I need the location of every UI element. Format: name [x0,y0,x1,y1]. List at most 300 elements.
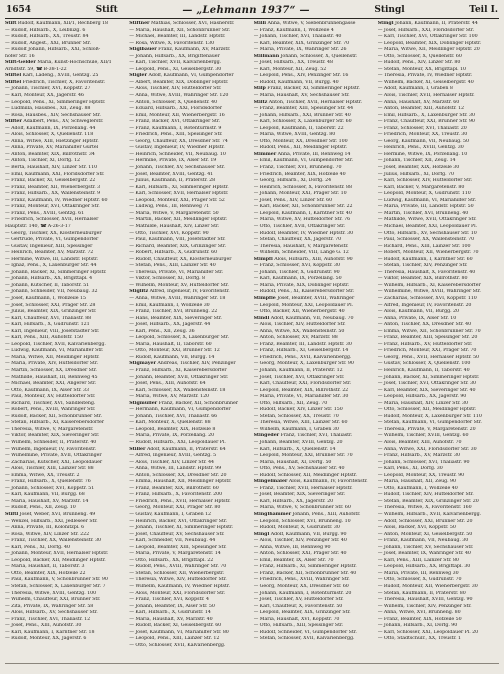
entry-details: — Franz, Kaufmann, I, Rotenturmstr. 9 [129,125,222,131]
entry-details: — Mathilde, Witwe, XVII, Ottakringer Str. [377,217,477,223]
entry-details: — Johann, Monteur, XXI, Prager Str. 10 [253,191,347,197]
entry-details: — Otto, Schlosser, X, Quellenstr. 60 [377,53,462,59]
entry-details: Alois, Hilfsarb., XIII, Auhofstr. 90 [274,256,353,262]
entry-details: — Friedrich, Pens., XVII, Kalvarienbergg. [253,354,352,360]
entry-details: — Gustav, Ingenieur, IV, Wiedner Hptstr. [129,145,225,151]
entry-details: — Gertrude, Private, VI, Gumpendorfer [5,237,99,243]
entry-details: — Rudolf Johann, Hilfsarb., XXI, Schloß- [5,47,101,53]
entry-details: — Karl, Beamter, XIX, Grinzinger Str. 70 [253,40,350,46]
entry-details: — Maria, Private, IX, Währinger Str. 26 [253,47,347,53]
entry-details: — Franz, Beamter, XIII, Speisinger Str. 44 [253,106,354,112]
entry-details: — Otto, Schlosser, X, Gudrunstr. 70 [377,577,462,583]
entry-details: Adolf, Kaufmann, VII, Burgg. 90 [270,531,347,537]
entry-details: — Rudolf, Monteur, X, Gudrunstr. 30 [253,525,340,531]
entry-details: — Johann, Schlosser, XVI, Koppstr. 51 [5,485,95,491]
entry-details: — Josef, Hilfsarb., XX, Treustr. 48 [253,60,333,66]
surname: Stingl [253,531,270,537]
entry-details: — Robert, Pens., XVIII, Währinger Str. [5,407,96,413]
entry-details: — Josef, Beamter, IX, Währinger Str. 40 [377,551,471,557]
entry-details: — Karl, Hilfsarb., XX, Jägerstr. 20 [253,498,334,504]
entry-details: — Albert, Beamter, XIX, Döblinger Hptstr. [129,79,229,85]
entry-details: — Karl, Schlosser, XIV, Hütteldorfer Str. [377,178,473,184]
entry-details: — Franz, Beamter, XIX, Hofzeile 50 [377,616,462,622]
entry-details: — Gustav, Kaufmann, I, Graben 12 [129,512,212,518]
entry-details: — Karl, Monteur, XX, Jägerstr. 46 [5,93,84,99]
entry-details: — Otto, Bäcker, XII, Wienerbergstr. 40 [253,309,345,315]
entry-details: Adolf, Kaufmann, II, Praterstr. 64 [146,446,226,452]
entry-details: — Leopold, Bäcker, XII, Meidlinger Hptstr. [5,557,106,563]
entry-details: — Maria, Haushalt, XV, Märzstr. 14 [5,498,89,504]
entry-details: — Emil, Monteur, XII, Wienerbergstr. 16 [129,112,225,118]
surname: Stinglhammer [253,512,292,518]
entry-details: — Alois, Beamter, XIII, Auhofstr. 70 [377,440,462,445]
entry-details: — Wilhelm, Monteur, XV, Hütteldorfer Str. [129,282,229,288]
entry-details: — Franz, Beamter, XIX, Billrothstr. 60 [129,485,219,491]
entry-details: — Adolf, Kaufmann, IX, Porzellang. 44 [5,125,96,131]
header-right-word: Stingl [374,5,405,15]
entry-details: — Rudolf, Kaufmann, I, Kärntner Str. 60 [377,256,473,262]
entry-details: — Theresia, Witwe, XIV, Hütteldorfer Str. [129,577,227,583]
entry-details: Anna, Witwe, V, Siebenbrunnengasse [267,21,356,26]
page-number: 1654 [6,5,32,15]
entry-details: Hauptstr. 140, ☎ A-26-3-17 [5,223,71,229]
entry-details: — Friedrich, Monteur, XXI, Prager Str. 70 [377,348,477,354]
entry-details: — Maria, Haushalt, XIV, Linzer Str. 30 [377,400,468,406]
entry-details: — Maria, Private, XIX, Döblinger Hptstr. [253,282,350,288]
entry-details: — Anna, Private, XV, Mariahilfer Gürtel [5,145,99,151]
entry-details: — Paul, Schlosser, XX, Wallensteinstr. 70 [377,237,475,243]
entry-details: — Maria, Witwe, V, Schönbrunner Str. 60 [253,505,351,511]
entry-details: — Karl, Kaufmann, IX, Porzellang. 50 [253,276,342,282]
entry-details: — Leopold, Pens., XIV, Penzinger Str. 16 [253,73,349,79]
entry-details: — Franz, Hilfsarb., X, Favoritenstr. 200 [129,492,223,498]
surname: Stiftel [5,79,22,85]
entry-details: — Johann, Tischler, XII, Zeug. 14 [377,158,456,164]
entry-details: — Martin, Bäcker, XII, Meidlinger Hptstr. [129,217,228,223]
entry-details: — Friedrich, Pens., XIII, Speisinger Str. [129,132,223,138]
entry-details: — Wilhelm, Kaufmann, IV, Wiedner Hptstr. [129,584,230,590]
entry-details: — Franz, Schlosser, XVI, Thaliastr. 20 [377,125,467,131]
entry-details: — Karl, Beamter, XIX, Sieveringer Str. 40 [377,387,476,393]
entry-details: — Anton, Schlosser, XXI, Prager Str. 40 [253,551,347,557]
entry-details: — Otto, Hilfsarb., XII, Zeug. 70 [253,400,328,406]
column-4 [378,21,499,661]
entry-details: — Franz, Tischler, XVI, Koppstr. 4 [129,597,209,603]
entry-details: — Karl, Hilfsarb., XI, Simmeringer Hptstr. [129,184,229,190]
entry-details: — Alois, Tischler, XIV, Hütteldorfer Str. [253,322,346,328]
entry-details: — Rudolf, Hilfsarb., XX, Treustr. 84 [5,34,89,40]
entry-details: — Georg, Monteur, XX, Dresdner Str. 60 [253,584,349,590]
entry-details: — Karl, Hilfsarb., X, Quellenstr. 14 [253,446,336,452]
entry-details: — Karl, Schlosser, XVII, Hernalser Hptstr. [129,191,229,197]
entry-details: Johann, Schlosser, X, Quellenstr. [280,53,358,59]
entry-details: — Maria, Private, III, Landstr. Hptstr. 50 [377,204,474,210]
entry-details: — Leopold, Hilfsarb., XX, Brigittapl. 30 [377,564,471,570]
entry-details: — Wilhelm, Ingenieur, IV, Favoritenstr. [5,446,97,452]
entry-details: Adalbert, Pens., XV, Schweglerstr. [23,119,104,125]
entry-details: — Otto, Kaufmann, I, Wollzeile 40 [377,485,458,491]
entry-details: — Franz, Beamter, XII, Wienerbergstr. 3 [5,184,101,190]
entry-details: — Anton, Beamter, XIX, Billrothstr. 34 [5,151,95,157]
entry-details: Alfred, Ingenieur, IV, Favoritenstr. [149,289,230,295]
entry-details: — Otto, Kaufmann, IX, Alser Str. 33 [5,387,90,393]
entry-details: — Josef, Kaufmann, VI, Mariahilfer Str. 80 [129,629,229,635]
entry-details: — Franz, Pens., XVIII, Gentzg. 61 [5,210,85,216]
surname: Stiller [129,446,146,452]
entry-details: — Johann, Beamter, IX, Alser Str. 50 [129,603,215,609]
entry-details: — Heinrich, Bäcker, XVI, Ottakringer Str. [129,518,227,524]
entry-details: — Julius, Kaufmann, II, Praterstr. 28 [129,178,216,184]
entry-details: — Karl, Pens., XIII, Auhofstr. 150 [5,335,83,341]
entry-details: — Friedrich, Schlosser, XVII, Hernalser [5,217,99,223]
surname: Stift [5,21,17,26]
entry-details: Franz, Kaufmann, XV, Märzstr. [158,47,231,53]
entry-details: — Rudolf, Monteur, X, Laxenburger Str. 110 [377,413,482,419]
entry-details: — Mathilde, Haushalt, III, Rennweg 45 [5,374,98,380]
entry-details: — Josef, Tischler, XV, Hütteldorfer Str. [253,597,344,603]
entry-details: — Rudolf, Pens., XVIII, Währinger Str. 70 [129,564,227,570]
entry-details: — Robert, Monteur, XII, Wienerbergstr. 70 [377,250,479,256]
entry-details: — Karl, Monteur, X, Quellenstr. 88 [129,420,211,426]
part-label: Teil I. [469,5,498,15]
entry-details: — Maria, Haushalt, XII, Schönbrunner Str. [129,27,231,33]
entry-details: — Stefan, Chauffeur, XX, Jägerstr. 70 [253,237,342,243]
directory-entry [129,643,250,650]
entry-details: — Stefan, Hilfsarb., XI, Kaiserebersdorfer [5,420,104,426]
entry-details: — Hermann, Kaufmann, VI, Gumpendorfer [129,407,231,413]
entry-details: — Otto, Hilfsarb., XIII, Speisinger Str. [253,623,344,629]
entry-details: — Otto, Schlosser, XVII, Kalvarienbergg. [129,642,226,648]
entry-details: — Maria, Private, III, Rennweg 30 [377,570,459,576]
entry-details: — Gustav, Ingenieur, XIII, Speisinger [5,243,93,249]
entry-details: — Alois, Tischler, XIV, Linzer Str. 44 [129,459,215,465]
entry-details: — Rudolf, Bäcker, XIV, Linzer Str. 150 [253,407,343,413]
entry-details: — Josef, Chauffeur, XV, Sechshauser Str. [129,531,225,537]
entry-details: Franz, Tischler, XVI, Thaliastr. [280,433,353,439]
entry-details: Arndtstr. 59, ☎ B-38-1-22 [5,66,67,72]
entry-details: — Julius, Beamter, XIX, Grinzinger Str. [5,309,97,315]
surname: Stilli [253,21,267,26]
entry-details: — Friedrich, Pens., XVIII, Währinger Str. [253,577,350,583]
entry-details: — Rudolf, Pens., XII, Zeug. 10 [5,505,76,511]
entry-details: — Theresia, Haushalt, V, Margaretenstr. [253,243,349,249]
entry-details: — Karl, Pens., XI, Dorfg. 40 [5,544,70,550]
entry-details: — Josef, Beamter, XIX, Hofzeile 30 [377,165,460,171]
entry-details: — Wilhelm, Kaufmann, I, Graben 30 [253,426,339,432]
entry-details: — Karl, Schlosser, XXI, Leopoldauer Pl. 20 [377,629,479,635]
entry-details: — Franz, Hilfsarb., XX, Wallensteinstr. 9 [5,191,101,197]
entry-details: — Maria, Witwe, XV, Hütteldorfer Str. 76 [253,217,351,223]
surname: Stigmayer [129,361,156,367]
entry-details: — Ludwig, Kaufmann, VI, Mariahilfer Str. [5,348,104,354]
entry-details: — Rudolf, Kaufmann, VII, Burgg. 14 [129,354,215,360]
entry-details: — Heinrich, Beamter, XV, Märzstr. 72 [5,250,94,256]
entry-details: — Maria, Witwe, XV, Märzstr. 120 [129,394,210,400]
entry-details: — Anna, Witwe, XVIII, Währinger Str. 18 [129,295,226,301]
entry-details: — Theresia, Private, V, Margaretenstr. 20 [377,426,476,432]
entry-details: — Otto, Monteur, XX, Dresdner Str. 100 [253,138,348,144]
entry-details: — Otto, Pens., XV, Sechshauser Str. 40 [253,466,345,472]
entry-details: — Rudolf, Schlosser, XII, Meidlinger Hptstr. [253,472,357,478]
footer-rule [5,663,499,664]
entry-details: Mathias, Schlosser, XVI, Hasnerstr. [150,21,235,26]
entry-details: — Richard, Tischler, XVI, Sandleiteng. [5,400,96,406]
entry-details: — Friedrich, Beamter, XIX, Hofzeile 40 [253,171,346,177]
entry-details: — Josef, Schlosser, XXI, Prager Str. 28 [5,302,96,308]
entry-details: — Emma, Witwe, XII, Schönbrunner Str. 70 [377,328,481,334]
entry-details: — Rosa, Witwe, XIV, Linzer Str. 222 [5,531,90,537]
entry-details: — Rudolf, Pens., XI, Kaiserebersdorfer Str. [253,289,355,295]
entry-details: — Franz, Hilfsarb., XV, Hütteldorfer Str. [377,341,473,347]
entry-details: — Mathilde, Haushalt, XIV, Linzer Str. [129,223,220,229]
entry-details: — Maria, Haushalt, II, Taborstr. 60 [129,341,212,347]
entry-details: — Leopold, Monteur, XXI, Prager Str. 52 [129,197,225,203]
header-rule [5,18,499,19]
entry-details: — Rudolf, Pens., XIV, Linzer Str. 80 [377,60,461,66]
surname: Stift-Gelder [5,60,36,66]
entry-details: — Karl, Pens., XII, Zeug. 36 [129,328,195,334]
entry-details: — Franz, Bäcker, XII, Schönbrunner Str. 40 [253,570,357,576]
surname: Stingelmaier [253,479,288,485]
entry-details: — Karl, Kaufmann, VII, Burgg. 68 [5,492,85,498]
entry-details: — Anna, Witwe, XXI, Floridsdorfer Str. 30 [377,446,477,452]
entry-details: — Leopold, Beamter, XIX, Billrothstr. 22 [253,387,349,393]
entry-details: — Friedrich, Monteur, XX, Treustr. 30 [377,132,468,138]
entry-details: — Karl, Bäcker, XII, Schönbrunner Str. 22 [253,204,353,210]
entry-details: — Alois, Monteur, XXI, Floridsdorfer Str. [129,590,226,596]
entry-details: — Heinrich, Pens., XVIII, Gentzg. 30 [377,145,464,151]
entry-details: — Karl, Bäcker, V, Margaretenstr. 80 [377,184,465,190]
entry-details: — Anton, Schlosser, XV, Märzstr. 88 [253,335,338,341]
entry-details: — Karl, Pens., XIII, Lainzer Str. 80 [377,557,459,563]
entry-details: — Paul, Kaufmann, V, Schönbrunner Str. 90 [5,577,108,583]
entry-details: — Emma, Haushalt, XII, Meidlinger Hptstr. [129,479,232,485]
entry-details: — Rudolf, Beamter, IV, Wiedner Hptstr. 30 [253,230,354,236]
directory-columns [5,21,499,661]
entry-details: — Johann, Tischler, XV, Sechshauser Str. [377,544,474,550]
entry-details: — Leopold, Pens., XIII, Lainzer Str. 12 [129,636,220,642]
entry-details: — Wilhelm, Tischler, XIV, Penzinger Str. [377,603,472,609]
entry-details: Friedrich, Tischler, X, Favoritenstr. [22,79,106,85]
surname: Stimmer [253,151,277,157]
entry-details: — Johann, Kaufmann, I, Rotenturmstr. 20 [253,590,352,596]
surname: Stiftel [5,73,22,79]
entry-details: — Josef, Hilfsarb., XXI, Floridsdorfer Str. [377,27,475,33]
entry-details: — Josef, Pens., XIII, Auhofstr. 30 [5,623,82,629]
surname: Stiglitz [129,289,149,295]
entry-details: — Wilhelm, Tischler, XVIII, Gentzg. 60 [377,433,469,439]
entry-details: — Franz, Schlosser, XVI, Koppstr. 30 [253,263,340,269]
entry-details: — Theresia, Witwe, V, Margaretenstr. [5,426,94,432]
directory-entry [378,636,499,643]
entry-details: — Johann, Beamter, XVII, Ottakringer Str. [129,374,229,380]
surname: Stigler [129,73,147,79]
entry-details: — Rudolf, Bäcker, XI, Geiselbergstr. 60 [129,623,222,629]
entry-details: — Karl, Hilfsarb., X, Gudrunstr. 14 [129,610,211,616]
entry-details: — Rudolf, Angest., XXI, Brünner Str. [5,40,91,46]
entry-details: — Stefan, Schlosser, X, Laxenburger Str. 7 [5,584,106,590]
entry-details: — Anna, Witwe, XIII, Hietzinger Hptstr. [5,138,99,144]
entry-details: — Georg, Monteur, XXI, Prager Str. 80 [129,505,221,511]
entry-details: — Franz, Kaufmann, IV, Wiedner Hptstr. 60 [5,197,108,203]
entry-details: — Zacharias, Kutscher, XXI, Leopoldauer [5,459,103,465]
entry-details: — Michael, Beamter, XXI, Leopoldauer Pl. [377,223,478,229]
entry-details: — Karl, Ingenieur, VIII, Josefstädter Str. [5,328,100,334]
entry-details: — Josef, Tischler, XVI, Ottakringer Str. [253,374,345,380]
entry-details: — Maria, Haushalt, XV, Sechshauser Str. [253,93,350,99]
entry-details: — Johann, Tischler, XVI, Thaliastr. 66 [129,413,218,419]
entry-details: — Johann, Schneider, VII, Neubaug. 32 [5,289,98,295]
entry-details: — Franz, Tischler, XVI, Brunneng. 22 [129,309,218,315]
column-2 [129,21,250,661]
entry-details: — Hermine, Private, IX, Alser Str. 19 [129,158,217,164]
entry-details: — Stefan, Beamter, XIX, Grinzinger Str. 20 [377,498,479,504]
entry-details: — Franz, Kaufmann, I, Wollzeile 4 [253,27,334,33]
entry-details: — Leopold, Hilfsarb., XX, Jägerstr. 90 [377,394,467,400]
entry-details: — Anton, Tischler, XI, Dorfg. 12 [5,158,81,164]
entry-details: — Robert, Hilfsarb., X, Gudrunstr. 60 [129,250,218,256]
entry-details: Maria, Kunst-Hochschule, XII/1 [37,60,112,66]
entry-details: — Emil, Kaufmann, VI, Gumpendorfer Str. [253,158,354,164]
entry-details: — Georg, Tischler, XX, Klosterneuburger [5,230,102,236]
directory-entry [254,636,375,643]
entry-details: — Maria, Private, V, Margaretenstr. 14 [129,551,221,557]
entry-details: — Johann, Bäcker, XI, Simmeringer Hptstr. [377,374,480,380]
entry-details: — Johann, Kaufmann, II, Praterstr. 12 [253,367,343,373]
entry-details: Rudolf, Kaufmann, XII/1, Rechberg 18 [17,21,109,26]
entry-details: — Karl, Schlosser, XX, Wallensteinstr. 18 [129,387,226,393]
entry-details: — Rudolf, Chauffeur, XX, Klosterneuburger [129,256,232,262]
entry-details: Josef, Beamter, XVIII, Währinger [277,295,355,301]
entry-details: — Wenzel, Hilfsarb., XXI, Jedleseer Str. [5,518,98,524]
entry-details: — Franz, Tischler, XX, Wallensteinstr. 30 [5,538,102,544]
entry-details: — Otto, Monteur, XXI, Brünner Str. 12 [129,348,220,354]
entry-details: — Leopold, Monteur, XX, Treustr. 90 [377,472,465,478]
entry-details: — Rudolf, Kaufmann, VII, Burgg. 40 [253,79,339,85]
entry-details: — Rudolf, Hilfsarb., X, Leibnizg. 6 [5,27,86,33]
entry-details: — Stefan, Tischler, XIV, Penzinger Str. [377,263,468,269]
entry-details: — Theresia, Private, IV, Wiedner Hptstr. [377,73,473,79]
entry-details: — Anton, Monteur, XI, Geiselbergstr. 50 [377,531,473,537]
entry-details: — Franz, Beamter, III, Landstr. Hptstr. 30 [253,341,352,347]
entry-details: — Karl, Kaufmann, I, Kärntner Str. 18 [5,629,95,635]
surname: Stiftl [5,512,19,518]
entry-details: — Rudolf, Hilfsarb., XXI, Leopoldauer Pl. [129,440,226,445]
entry-details: — Alois, Tischler, XIV, Penzinger Str. 40 [253,538,347,544]
entry-details: — Wilhelm, Hilfsarb., XI, Kaiserebersdorfer [377,282,481,288]
directory-entry [5,636,126,643]
entry-details: — Karl, Chauffeur, X, Favoritenstr. 50 [253,603,343,609]
entry-details: — Leopold, Tischler, XVII, Kalvarienbergg. [5,341,106,347]
entry-details: — Johann, Schlosser, XVI, Thaliastr. 90 [377,459,470,465]
entry-details: — Stefan, Kaufmann, II, Praterstr. 80 [377,590,466,596]
entry-details: — Karl, Chauffeur, XXI, Floridsdorfer Str. [253,381,352,387]
header-left-word: Stift [95,5,118,15]
entry-details: — Leopold, Schlosser, XVI, Brunneng. 10 [253,518,351,524]
entry-details: — Emil, Beamter, IX, Alser Str. 70 [253,557,334,563]
entry-details: — Emil, Kaufmann, I, Wollzeile 30 [129,302,210,308]
entry-details: — Hermine, Witwe, III, Landstr. Hptstr. [5,256,99,262]
entry-details: — Richard, Beamter, XIX, Grinzinger Str. [129,243,227,249]
entry-details: Adolf, Kaufmann, VII, Neubaug. 70 [270,315,354,321]
entry-details: — Anna, Private, III, Kolonitzpl. 6 [5,525,85,531]
entry-details: — Julius, Hilfsarb., XI, Dorfg. 70 [377,171,454,177]
entry-details: — Alois, Tischler, XIV, Hütteldorfer Str. [129,86,222,92]
surname: Stiltz [253,99,268,105]
entry-details: — Anton, Schlosser, X, Quellenstr. 40 [129,99,218,105]
entry-details: Anton, Tischler, XVII, Hernalser Hptstr. [268,99,363,105]
entry-details: — Georg, Pens., XVII, Hernalser Hptstr. 50 [377,354,480,360]
entry-details: — Rudolf, Schneider, VI, Gumpendorfer Str. [253,629,357,635]
entry-details: — Franz, Hilfsarb., XI, Simmeringer Hptstr. [253,564,357,570]
entry-details: — Emil, Hilfsarb., X, Laxenburger Str. 30 [377,112,475,118]
entry-details: — Rosa, Witwe, X, Favoritenstr. 130 [129,40,215,46]
entry-details: — Emma, Witwe, XX, Treustr. 2 [5,472,80,478]
entry-details: — Josef, Beamter, XIX, Sieveringer Str. [253,492,346,498]
entry-details: — Stefan, Kaufmann, VI, Gumpendorfer Str. [377,420,482,426]
entry-details: — Karl, Schneider, VII, Neubaug. 44 [129,538,216,544]
entry-details: — Paul, Monteur, XV, Hütteldorfer Str. [5,394,96,400]
entry-details: — Anna, Haushalt, XV, Märzstr. 60 [377,99,460,105]
entry-details: hofer Str. 16 [5,53,35,59]
surname: Stindl [253,315,270,321]
entry-details: — Leopold, Beamter, XIX, Döblinger Hptstr. [377,40,482,46]
entry-details: — Leopold, Pens., XI, Geiselbergstr. 30 [129,66,222,72]
entry-details: — Maria, Haushalt, XVI, Koppstr. 70 [253,616,340,622]
entry-details: — Franz, Tischler, XVI, Thaliastr. 12 [5,616,91,622]
entry-details: — Rudolf, Tischler, XIV, Hütteldorfer Str. [377,492,474,498]
entry-details: Anna, Private, III, Rennweg 14 [277,151,351,157]
entry-details: — Rosa, Hausbes., XIV, Sechshauser Str. [5,112,101,118]
entry-details: — Johann, Tischler, XV, Sechshauser Str. [129,165,225,171]
entry-details: — Franz, Hilfsarb., XI, Geiselbergstr. 14 [253,348,349,354]
entry-details: — Franz, Tischler, XVI, Brunneng. 70 [253,165,342,171]
entry-details: — Viktor, Beamter, XIX, Billrothstr. 80 [377,276,468,282]
entry-details: — Maria, Haushalt, XII, Zeug. 90 [377,479,456,485]
entry-details: — Stefan, Schlosser, XX, Treustr. 70 [253,413,339,419]
entry-details: — Johann, Kutscher, II, Taborstr. 51 [5,282,90,288]
entry-details: — Wilhelm, Chauffeur, XXI, Brünner Str. [5,597,101,603]
entry-details: — Wilhelmine, Witwe, XVIII, Währinger Str. [377,289,481,295]
entry-details: — Maria, Witwe, XVIII, Gentzg. 80 [253,132,336,138]
entry-details: — Leopold, Monteur, XXI, Leopoldauer Pl. [253,302,354,308]
entry-details: — Maria, Witwe, XII, Meidlinger Hptstr. 20 [377,47,480,53]
entry-details: Alois, Kaufmann, IV, Favoritenstr. [288,479,368,485]
entry-details: — Alois, Bäcker, XVI, Koppstr. 50 [377,525,456,531]
entry-details: — Maria, Witwe, V, Margaretenstr. 50 [129,210,219,216]
entry-details: — Johann, Tischler, XI, Simmeringer Hptstr. [129,525,234,531]
entry-details: — Heinrich, Schneider, VII, Neubaug. 10 [129,151,226,157]
entry-details: — Franz, Bäcker, XVI, Ottakringer Str. [129,119,221,125]
entry-details: — Johann, Hilfsarb., XI, Dorfg. 90 [377,623,458,629]
entry-details: — Otto, Schlosser, XII, Meidlinger Hptstr. [377,407,477,413]
entry-details: — Johann, Hilfsarb., XX, Brigittapl. 4 [5,276,93,282]
entry-details: — Anna, Witwe, XVIII, Währinger Str. 120 [129,93,229,99]
entry-details: — Theresia, Witwe, X, Favoritenstr. 160 [377,505,472,511]
entry-details: — Maria, Haushalt, XI, Dorfg. 50 [253,459,332,465]
entry-details: — Eduard, Hilfsarb., XXI, Floridsdorfer [129,106,222,112]
entry-details: — Martin, Tischler, XVI, Brunneng. 40 [377,210,469,216]
entry-details: — Leopold, Schlosser, X, Laxenburger Str. [129,335,229,341]
entry-details: — Johann, Hilfsarb., XX, Brigittenauer [129,53,220,59]
entry-details: — Karl, Hilfsarb., X, Gudrunstr. 121 [5,322,90,328]
entry-details: — Heinrich, Schlosser, X, Favoritenstr. 88 [253,184,353,190]
entry-details: — Georg, Hilfsarb., XI, Dorfg. 24 [253,178,332,184]
entry-details: — Maria, Private, IX, Porzellang. 20 [129,433,215,439]
surname: Stifter [5,119,22,125]
entry-details: — Ludmilla, Hausbes., XII, Zeug. 88 [5,106,91,112]
entry-details: — Leopold, Kaufmann, II, Taborstr. 22 [253,125,344,131]
